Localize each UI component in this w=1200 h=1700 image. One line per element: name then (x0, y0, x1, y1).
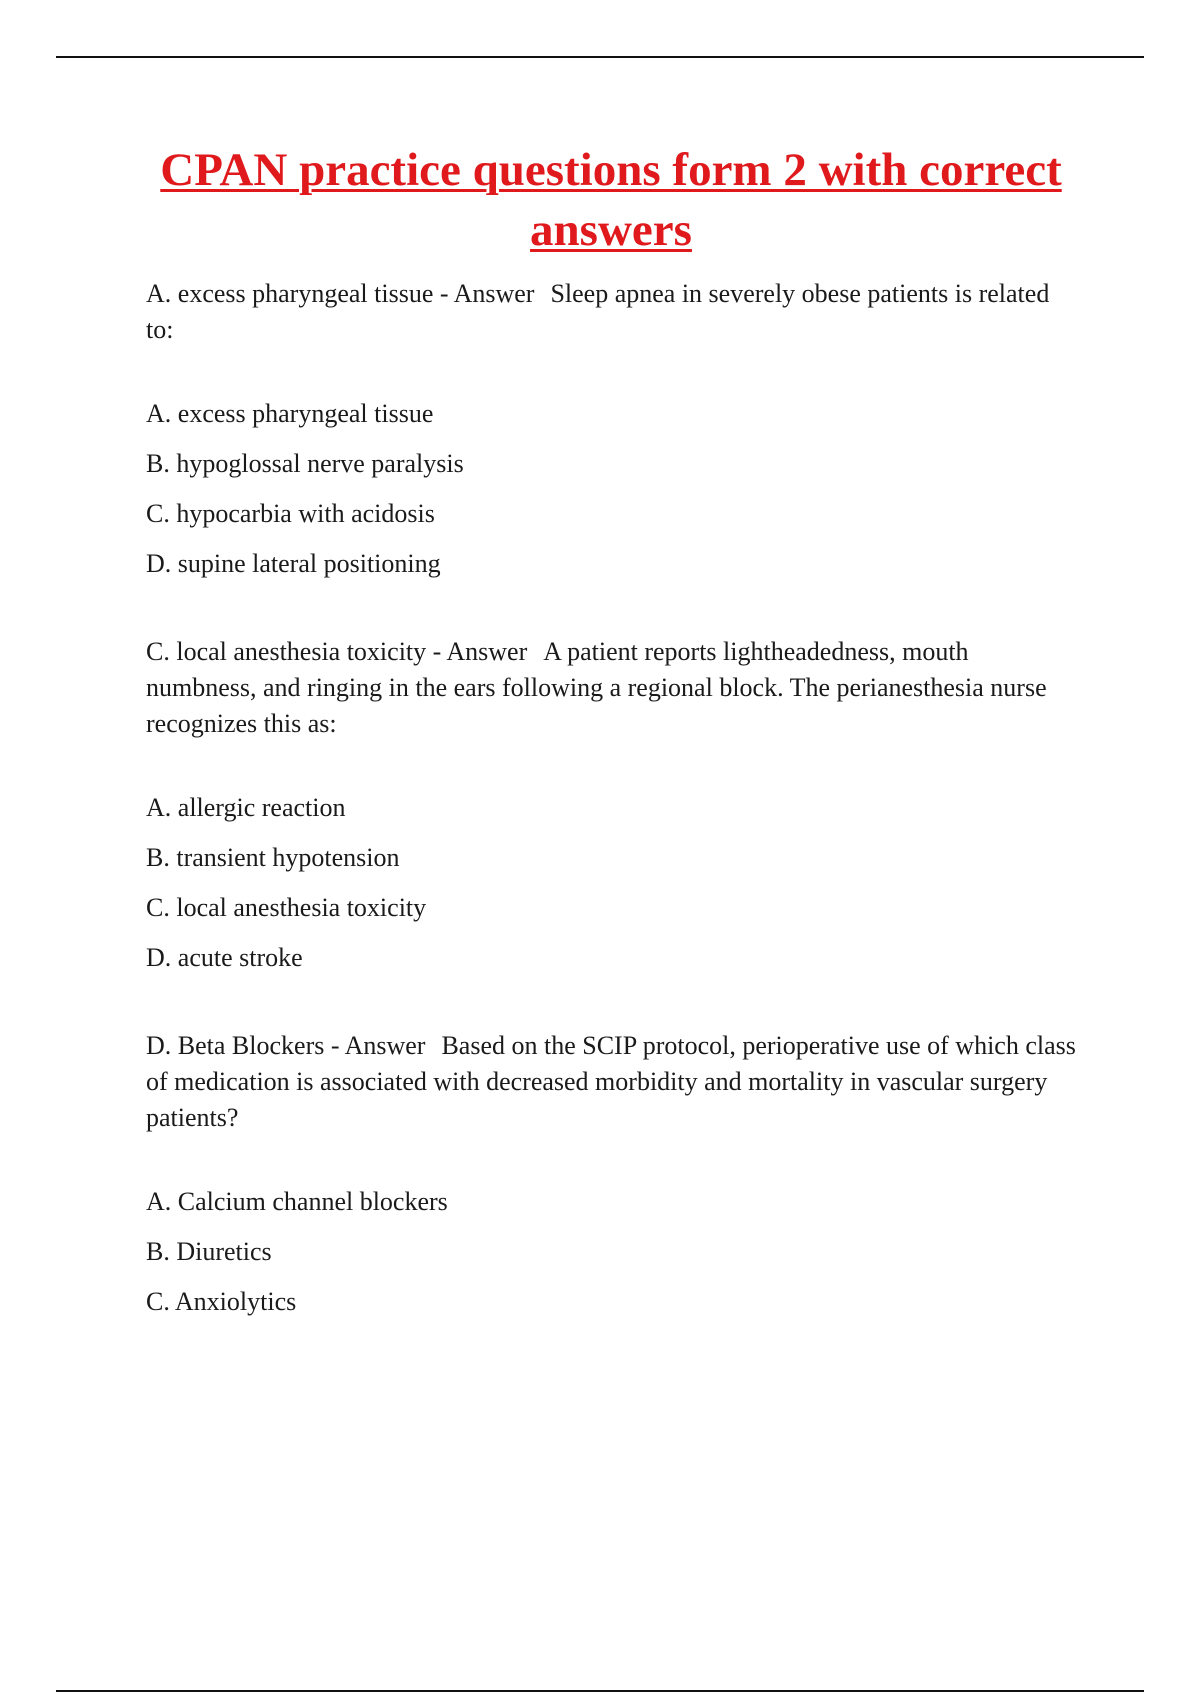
question-prompt: Sleep apnea in severely obese patients is related to: (146, 279, 1050, 344)
question-text (146, 276, 1076, 348)
question-text (146, 1028, 1076, 1136)
question-text (146, 634, 1076, 742)
answer-option: D. acute stroke (146, 943, 303, 972)
answer-option: B. Diuretics (146, 1237, 272, 1266)
question-3 (146, 1028, 1076, 1320)
answer-options (146, 790, 1076, 976)
question-answer: A. excess pharyngeal tissue - Answer (146, 279, 535, 308)
answer-option: C. hypocarbia with acidosis (146, 499, 435, 528)
answer-option: A. Calcium channel blockers (146, 1187, 448, 1216)
question-2 (146, 634, 1076, 976)
answer-option: A. allergic reaction (146, 793, 346, 822)
answer-option: A. excess pharyngeal tissue (146, 399, 434, 428)
answer-option: C. local anesthesia toxicity (146, 893, 427, 922)
question-answer: C. local anesthesia toxicity - Answer (146, 637, 528, 666)
answer-options (146, 396, 1076, 582)
answer-option: B. hypoglossal nerve paralysis (146, 449, 464, 478)
page-top-rule (56, 56, 1144, 58)
page-bottom-rule (56, 1690, 1144, 1692)
question-answer: D. Beta Blockers - Answer (146, 1031, 426, 1060)
answer-option: C. Anxiolytics (146, 1287, 297, 1316)
answer-option: B. transient hypotension (146, 843, 400, 872)
question-1 (146, 276, 1076, 582)
answer-options (146, 1184, 1076, 1320)
answer-option: D. supine lateral positioning (146, 549, 441, 578)
document-body (146, 140, 1076, 1372)
document-title: CPAN practice questions form 2 with correct answers (160, 144, 1062, 256)
question-prompt: Based on the SCIP protocol, perioperative use of which class of medication is associated with decreased morbidity and mortality in vascular surgery patients? (146, 1031, 1076, 1132)
question-prompt: A patient reports lightheadedness, mouth numbness, and ringing in the ears following a regional block. The perianesthesia nurse recognizes this as: (146, 637, 1047, 738)
